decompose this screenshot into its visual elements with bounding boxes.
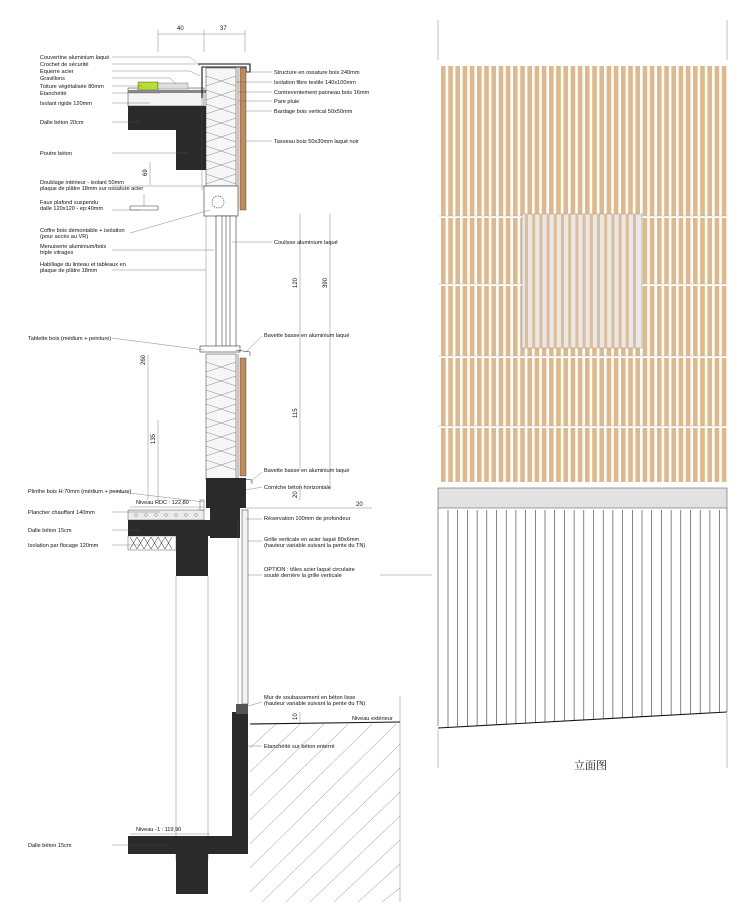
wood-slat bbox=[520, 358, 525, 426]
wood-slat bbox=[578, 428, 583, 482]
wood-slat bbox=[671, 286, 676, 356]
wood-slat bbox=[621, 66, 626, 216]
wood-slat bbox=[592, 66, 597, 216]
wood-slat bbox=[693, 66, 698, 216]
wood-slat bbox=[463, 218, 468, 284]
label-sill-flashing: Bavette basse en aluminium laqué bbox=[264, 333, 350, 339]
label-coping: Couvertine aluminium laqué bbox=[40, 55, 110, 61]
label-box-2: (pour accès au VR) bbox=[40, 234, 89, 240]
label-safety-hook: Crochet de sécurité bbox=[40, 62, 89, 68]
wood-slat bbox=[722, 286, 727, 356]
wood-slat bbox=[700, 428, 705, 482]
wood-slat bbox=[700, 218, 705, 284]
concrete-beam bbox=[176, 106, 206, 170]
wood-slat bbox=[499, 66, 504, 216]
wood-slat bbox=[686, 286, 691, 356]
wood-slat bbox=[535, 428, 540, 482]
wood-slat bbox=[715, 286, 720, 356]
wood-slat bbox=[722, 358, 727, 426]
wood-slat bbox=[679, 218, 684, 284]
label-gravel: Gravillons bbox=[40, 76, 65, 82]
window-slat bbox=[568, 214, 571, 348]
wood-slat bbox=[484, 428, 489, 482]
elevation-caption: 立面图 bbox=[574, 759, 607, 772]
wood-slat bbox=[506, 286, 511, 356]
wood-slat bbox=[513, 358, 518, 426]
wood-slat bbox=[527, 66, 532, 216]
wood-slat bbox=[484, 66, 489, 216]
sprayed-insulation bbox=[128, 536, 176, 550]
wood-slat bbox=[707, 358, 712, 426]
wood-slat bbox=[621, 428, 626, 482]
wood-slat bbox=[571, 66, 576, 216]
label-bracing-panel: Contreventement panneau bois 16mm bbox=[274, 90, 370, 96]
wood-slat bbox=[671, 428, 676, 482]
wood-slat bbox=[477, 286, 482, 356]
wood-slat bbox=[556, 428, 561, 482]
wood-slat bbox=[448, 218, 453, 284]
dim-120: 120 bbox=[293, 277, 299, 288]
label-grille-2: (hauteur variable suivant la pente du TN) bbox=[264, 543, 366, 549]
label-black-batten: Tasseau bois 50x30mm laqué noir bbox=[274, 139, 359, 145]
label-plinth-wall-2: (hauteur variable suivant la pente du TN) bbox=[264, 701, 366, 707]
foundation-wall-upper bbox=[176, 520, 208, 576]
wood-slat bbox=[715, 218, 720, 284]
window-slat bbox=[532, 214, 535, 348]
wood-slat bbox=[549, 66, 554, 216]
label-box-1: Coffre bois démontable + isolation bbox=[40, 228, 125, 234]
window-slat bbox=[604, 214, 607, 348]
dim-115: 115 bbox=[293, 408, 299, 418]
dim-top-b: 37 bbox=[220, 26, 227, 32]
wood-slat bbox=[607, 428, 612, 482]
label-timber-frame: Structure en ossature bois 240mm bbox=[274, 70, 360, 76]
label-fibre-insulation: Isolation fibre textile 140x100mm bbox=[274, 80, 356, 86]
label-option-1: OPTION : tôles acier laqué circulaire bbox=[264, 567, 355, 573]
wood-slat bbox=[585, 66, 590, 216]
label-window-1: Menuiserie aluminium/bois bbox=[40, 244, 107, 250]
underfloor-heating bbox=[128, 510, 204, 520]
wood-slat bbox=[614, 66, 619, 216]
wood-slat bbox=[556, 66, 561, 216]
label-window-2: triple vitrages bbox=[40, 250, 74, 256]
wood-slat bbox=[722, 218, 727, 284]
label-vertical-cladding: Bardage bois vertical 50x50mm bbox=[274, 109, 353, 115]
wood-slat bbox=[441, 218, 446, 284]
wood-slat bbox=[463, 428, 468, 482]
label-breather-membrane: Pare pluie bbox=[274, 99, 300, 105]
wood-slat bbox=[506, 428, 511, 482]
dim-69: 69 bbox=[143, 169, 149, 176]
right-annotations bbox=[264, 70, 369, 750]
window-slat bbox=[633, 214, 636, 348]
grille-bars bbox=[448, 510, 720, 727]
wood-slat bbox=[707, 286, 712, 356]
wood-slat bbox=[635, 358, 640, 426]
wood-slat bbox=[664, 218, 669, 284]
label-roof-slab: Dalle béton 20cm bbox=[40, 120, 84, 126]
label-skirting: Plinthe bois H:70mm (médium + peinture) bbox=[28, 489, 132, 495]
gravel-layer bbox=[158, 83, 188, 89]
wood-slat bbox=[585, 358, 590, 426]
dimension-lines bbox=[141, 26, 372, 724]
wood-slat bbox=[578, 66, 583, 216]
wood-slat bbox=[491, 428, 496, 482]
wood-slat bbox=[542, 358, 547, 426]
window-slat bbox=[554, 214, 557, 348]
wood-slat bbox=[542, 428, 547, 482]
dim-390: 390 bbox=[323, 277, 329, 288]
wood-slat bbox=[499, 358, 504, 426]
wood-slat bbox=[556, 358, 561, 426]
label-lintel-1: Habillage du linteau et tableaux en bbox=[40, 262, 126, 268]
wood-slat bbox=[549, 358, 554, 426]
wood-slat bbox=[657, 286, 662, 356]
lower-rainscreen-cladding bbox=[240, 358, 246, 476]
wood-slat bbox=[513, 428, 518, 482]
wood-slat bbox=[484, 218, 489, 284]
wood-slat bbox=[599, 358, 604, 426]
wood-slat bbox=[679, 286, 684, 356]
wood-slat bbox=[686, 428, 691, 482]
wood-slat bbox=[527, 358, 532, 426]
wood-slat bbox=[693, 358, 698, 426]
wood-slat bbox=[448, 66, 453, 216]
wood-slat bbox=[455, 286, 460, 356]
wood-slat bbox=[650, 428, 655, 482]
window-slat bbox=[597, 214, 600, 348]
label-buried-waterproofing: Etanchéité sur béton enterré bbox=[264, 744, 335, 750]
wood-slat bbox=[671, 358, 676, 426]
label-lining-1: Doublage intérieur - isolant 50mm bbox=[40, 180, 124, 186]
wood-slat bbox=[657, 218, 662, 284]
label-lining-2: plaque de plâtre 18mm sur ossature acier bbox=[40, 186, 144, 192]
wood-slat bbox=[664, 358, 669, 426]
wood-slat bbox=[628, 358, 633, 426]
wood-slat bbox=[477, 358, 482, 426]
wood-slat bbox=[477, 428, 482, 482]
wood-slat bbox=[470, 286, 475, 356]
window-slat bbox=[611, 214, 614, 348]
window-slat bbox=[590, 214, 593, 348]
wood-slat bbox=[693, 428, 698, 482]
wood-slat bbox=[650, 286, 655, 356]
wood-slat bbox=[657, 358, 662, 426]
shutter-box bbox=[204, 186, 238, 216]
wood-slat bbox=[491, 66, 496, 216]
wood-slat bbox=[455, 358, 460, 426]
level-basement: Niveau -1 : 119,90 bbox=[136, 827, 182, 833]
window-slat bbox=[539, 214, 542, 348]
label-waterproofing: Etanchéité bbox=[40, 91, 67, 97]
label-reservation: Réservation 100mm de profondeur bbox=[264, 516, 351, 522]
wood-slat bbox=[535, 66, 540, 216]
wood-slat bbox=[506, 66, 511, 216]
wood-slat bbox=[664, 428, 669, 482]
dim-20-vertical: 20 bbox=[293, 491, 299, 498]
wood-slat bbox=[700, 66, 705, 216]
window-slat bbox=[525, 214, 528, 348]
wood-slat bbox=[441, 286, 446, 356]
dim-260: 260 bbox=[141, 354, 147, 365]
wood-slat bbox=[441, 66, 446, 216]
window-slat bbox=[626, 214, 629, 348]
wood-slat bbox=[715, 358, 720, 426]
facade-elevation bbox=[438, 20, 727, 772]
wood-slat bbox=[686, 218, 691, 284]
label-rigid-insulation: Isolant rigide 120mm bbox=[40, 101, 92, 107]
wood-slat bbox=[491, 286, 496, 356]
window-slat bbox=[583, 214, 586, 348]
wood-slat bbox=[441, 358, 446, 426]
wood-slat bbox=[715, 428, 720, 482]
upper-timber-frame bbox=[206, 68, 236, 186]
wood-slat bbox=[455, 218, 460, 284]
upper-rainscreen-cladding bbox=[240, 68, 246, 210]
window-slat bbox=[547, 214, 550, 348]
wood-slat bbox=[484, 358, 489, 426]
wood-slat bbox=[599, 428, 604, 482]
wood-slat bbox=[470, 218, 475, 284]
wood-slat bbox=[441, 428, 446, 482]
dim-135: 135 bbox=[151, 433, 157, 444]
wall-section bbox=[128, 64, 400, 902]
wood-slat bbox=[643, 286, 648, 356]
suspended-ceiling bbox=[130, 206, 158, 210]
wood-slat bbox=[499, 286, 504, 356]
concrete-cornice bbox=[206, 478, 246, 508]
smooth-concrete-plinth bbox=[236, 704, 248, 714]
wood-slat bbox=[513, 218, 518, 284]
wood-slat bbox=[499, 428, 504, 482]
wood-slat bbox=[448, 358, 453, 426]
wood-slat bbox=[484, 286, 489, 356]
wood-slat bbox=[470, 428, 475, 482]
wood-slat bbox=[506, 218, 511, 284]
wood-slat bbox=[628, 428, 633, 482]
lower-timber-frame bbox=[206, 354, 236, 480]
wood-slat bbox=[520, 66, 525, 216]
wood-slat bbox=[664, 286, 669, 356]
window-slat bbox=[561, 214, 564, 348]
wood-slat bbox=[671, 218, 676, 284]
wood-slat bbox=[448, 428, 453, 482]
label-slab-15: Dalle béton 15cm bbox=[28, 528, 72, 534]
window-sill-board bbox=[200, 346, 240, 352]
wood-slat bbox=[643, 66, 648, 216]
wood-slat bbox=[592, 358, 597, 426]
rebate-reservation bbox=[210, 506, 240, 538]
wood-slat bbox=[520, 428, 525, 482]
wood-slat bbox=[686, 66, 691, 216]
wood-slat bbox=[635, 428, 640, 482]
wood-slat bbox=[455, 428, 460, 482]
wood-slat bbox=[470, 66, 475, 216]
label-ceiling-1: Faux plafond suspendu bbox=[40, 200, 99, 206]
label-option-2: soudé derrière la grille verticale bbox=[264, 573, 342, 579]
wood-slat bbox=[643, 428, 648, 482]
wood-slat bbox=[722, 66, 727, 216]
wood-slat bbox=[635, 66, 640, 216]
wood-slat bbox=[700, 358, 705, 426]
basement-wall bbox=[232, 712, 248, 854]
wood-slat bbox=[614, 358, 619, 426]
label-sill-board: Tablette bois (médium + peinture) bbox=[28, 336, 112, 342]
wood-slat bbox=[707, 428, 712, 482]
left-annotations bbox=[28, 55, 143, 849]
wood-slat bbox=[671, 66, 676, 216]
wood-slat bbox=[491, 218, 496, 284]
label-ceiling-2: dalle 120x120 - ep:40mm bbox=[40, 206, 104, 212]
wood-slat bbox=[463, 286, 468, 356]
wood-slat bbox=[499, 218, 504, 284]
wood-slat bbox=[477, 218, 482, 284]
wood-slat bbox=[686, 358, 691, 426]
wood-slat bbox=[585, 428, 590, 482]
label-aluminium-runner: Coulisse aluminium laqué bbox=[274, 240, 338, 246]
wood-slat bbox=[715, 66, 720, 216]
dim-20-horizontal: 20 bbox=[356, 502, 363, 508]
wood-slat bbox=[592, 428, 597, 482]
wood-slat bbox=[599, 66, 604, 216]
dim-10: 10 bbox=[293, 713, 299, 720]
label-steel-bracket: Equerre acier bbox=[40, 69, 74, 75]
wood-slat bbox=[506, 358, 511, 426]
label-floor-heating: Plancher chauffant 140mm bbox=[28, 510, 95, 516]
wood-slat bbox=[707, 66, 712, 216]
wood-slat bbox=[607, 358, 612, 426]
label-grille-1: Grille verticale en acier laqué 80x6mm bbox=[264, 537, 360, 543]
wood-slat bbox=[679, 358, 684, 426]
wood-slat bbox=[477, 66, 482, 216]
wood-slat bbox=[448, 286, 453, 356]
level-exterior: Niveau extérieur bbox=[352, 716, 393, 722]
wood-slat bbox=[707, 218, 712, 284]
label-cornice: Corniche béton horizontale bbox=[264, 485, 331, 491]
wood-slat bbox=[693, 286, 698, 356]
wood-slat bbox=[607, 66, 612, 216]
basement-footing bbox=[176, 836, 208, 894]
wood-slat bbox=[513, 66, 518, 216]
wood-slat bbox=[628, 66, 633, 216]
label-lintel-2: plaque de plâtre 18mm bbox=[40, 268, 98, 274]
wood-slat bbox=[491, 358, 496, 426]
concrete-band bbox=[438, 488, 727, 508]
wood-slat bbox=[563, 428, 568, 482]
wood-slat bbox=[614, 428, 619, 482]
wood-slat bbox=[463, 66, 468, 216]
roof-waterproofing bbox=[128, 90, 206, 93]
window-slat bbox=[619, 214, 622, 348]
wood-slat bbox=[542, 66, 547, 216]
wood-slat bbox=[535, 358, 540, 426]
wood-slat bbox=[571, 358, 576, 426]
label-bottom-flashing: Bavette basse en aluminium laqué bbox=[264, 468, 350, 474]
wood-slat bbox=[650, 218, 655, 284]
wood-slat bbox=[621, 358, 626, 426]
wood-slat bbox=[463, 358, 468, 426]
wood-slat bbox=[563, 358, 568, 426]
wood-slat bbox=[513, 286, 518, 356]
wood-slat bbox=[664, 66, 669, 216]
dim-top-a: 40 bbox=[177, 26, 184, 32]
wood-slat bbox=[527, 428, 532, 482]
wood-slat bbox=[571, 428, 576, 482]
vertical-steel-grille bbox=[242, 510, 248, 704]
wood-slat bbox=[722, 428, 727, 482]
label-flocking: Isolation par flocage 120mm bbox=[28, 543, 99, 549]
wood-slat bbox=[679, 66, 684, 216]
label-plinth-wall-1: Mur de soubassement en béton lisse bbox=[264, 695, 356, 701]
wood-slat bbox=[455, 66, 460, 216]
wood-slat bbox=[650, 358, 655, 426]
wood-slat bbox=[549, 428, 554, 482]
label-concrete-beam: Poutre béton bbox=[40, 151, 73, 157]
label-green-roof: Toiture végétalisée 80mm bbox=[40, 84, 104, 90]
wood-slat bbox=[657, 66, 662, 216]
window-slat bbox=[575, 214, 578, 348]
wood-slat bbox=[470, 358, 475, 426]
wood-slat bbox=[563, 66, 568, 216]
wood-slat bbox=[657, 428, 662, 482]
wood-slat bbox=[679, 428, 684, 482]
level-rdc: Niveau RDC : 122,80 bbox=[136, 500, 189, 506]
wood-slat bbox=[700, 286, 705, 356]
wood-slat bbox=[578, 358, 583, 426]
wood-slat bbox=[643, 218, 648, 284]
label-basement-slab: Dalle béton 15cm bbox=[28, 843, 72, 849]
wood-slat bbox=[650, 66, 655, 216]
wood-slat bbox=[693, 218, 698, 284]
leader-lines bbox=[112, 57, 432, 845]
wood-slat bbox=[643, 358, 648, 426]
